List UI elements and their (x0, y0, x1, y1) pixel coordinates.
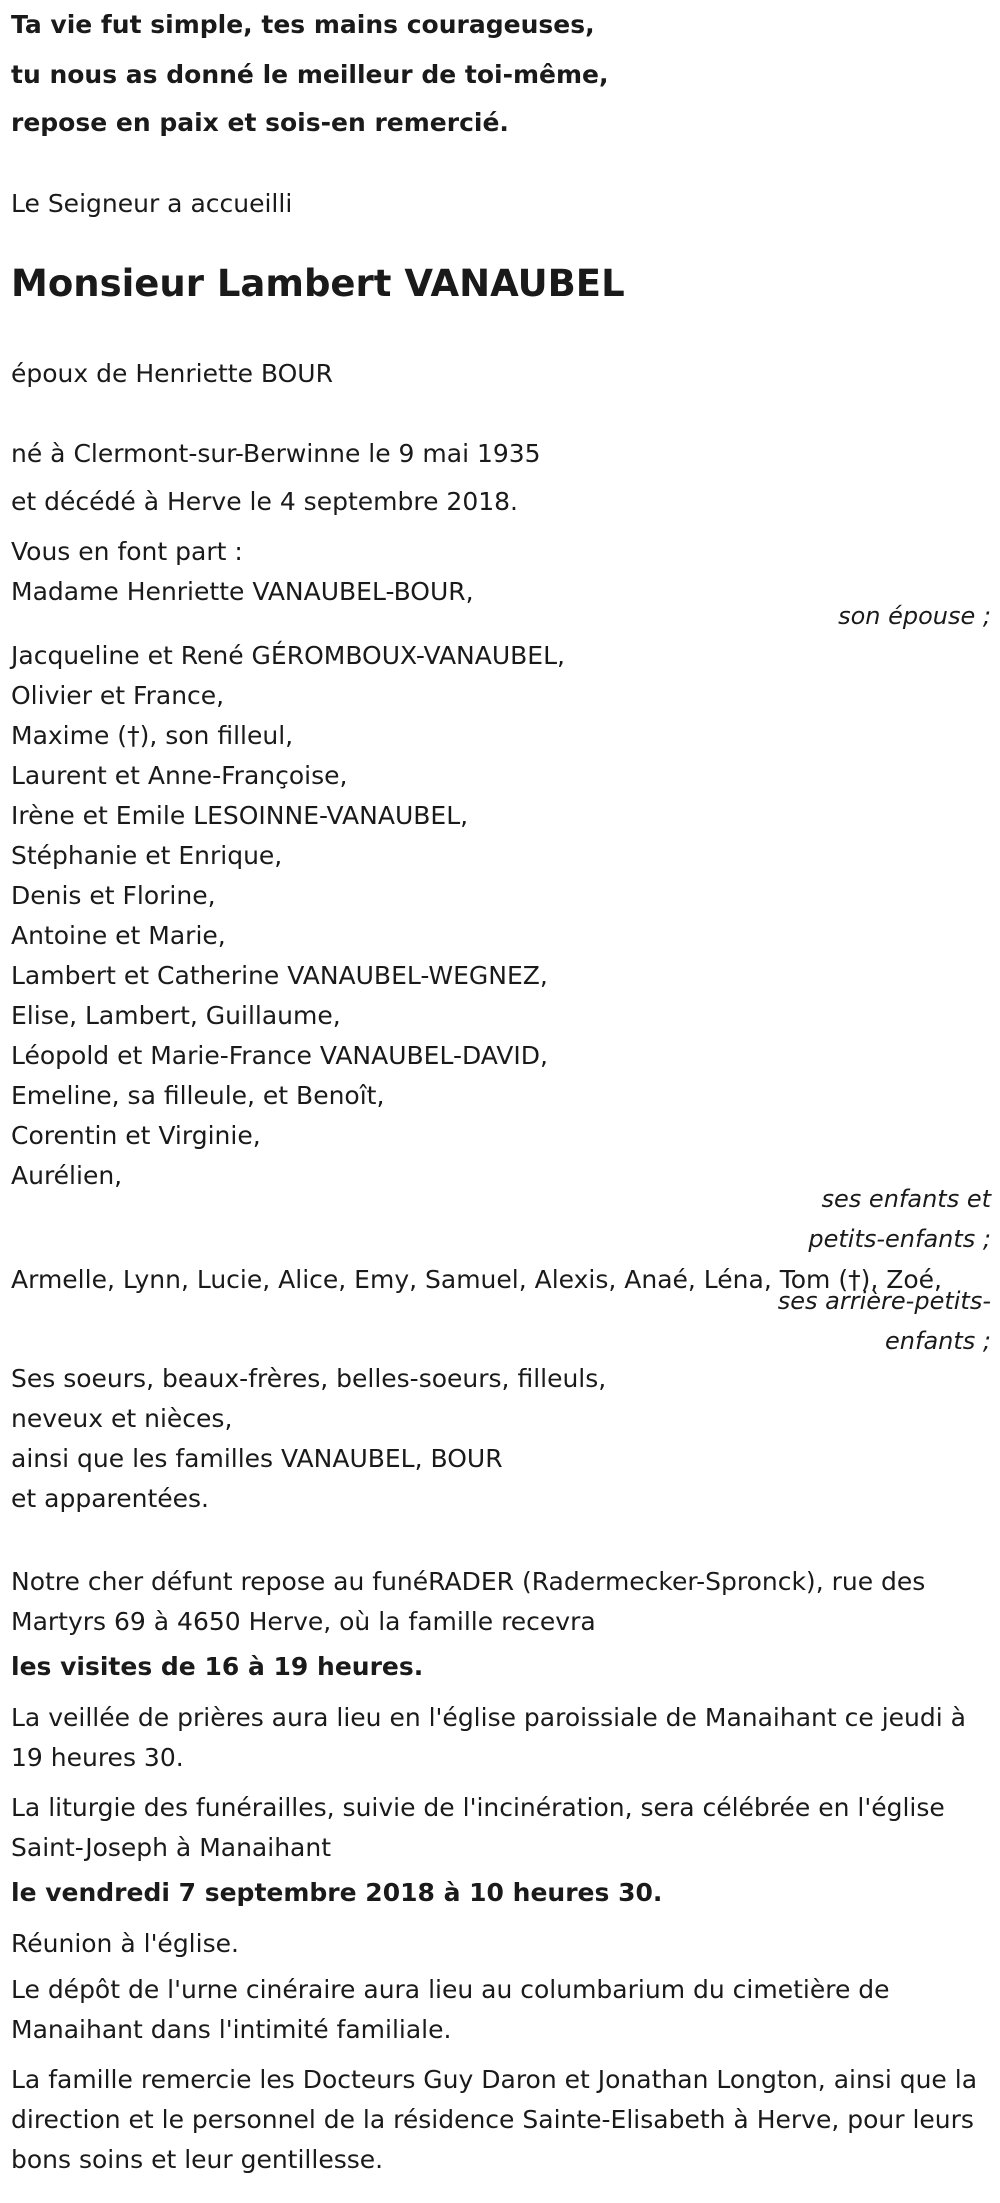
spouse-relation: son épouse ; (838, 602, 991, 630)
death-line: et décédé à Herve le 4 septembre 2018. (11, 487, 518, 516)
poem-line-1: Ta vie fut simple, tes mains courageuses, (11, 10, 595, 39)
children-relation: ses enfants et (821, 1185, 991, 1213)
poem-line-2: tu nous as donné le meilleur de toi-même, (11, 60, 609, 89)
family-line: neveux et nièces, (11, 1404, 233, 1433)
spouse-line: époux de Henriette BOUR (11, 359, 333, 388)
poem-line-3: repose en paix et sois-en remercié. (11, 108, 509, 137)
great-grandchildren-relation: enfants ; (885, 1327, 991, 1355)
birth-line: né à Clermont-sur-Berwinne le 9 mai 1935 (11, 439, 541, 468)
child-line: Irène et Emile LESOINNE-VANAUBEL, (11, 801, 469, 830)
children-relation: petits-enfants ; (808, 1225, 991, 1253)
child-line: Elise, Lambert, Guillaume, (11, 1001, 341, 1030)
ceremony-date: le vendredi 7 septembre 2018 à 10 heures 30. (11, 1878, 663, 1907)
child-line: Léopold et Marie-France VANAUBEL-DAVID, (11, 1041, 548, 1070)
deceased-name: Monsieur Lambert VANAUBEL (11, 262, 625, 305)
family-line: et apparentées. (11, 1484, 209, 1513)
child-line: Aurélien, (11, 1161, 123, 1190)
intro-text: Le Seigneur a accueilli (11, 189, 293, 218)
child-line: Denis et Florine, (11, 881, 216, 910)
child-line: Corentin et Virginie, (11, 1121, 261, 1150)
spouse-name: Madame Henriette VANAUBEL-BOUR, (11, 577, 474, 606)
child-line: Maxime (†), son filleul, (11, 721, 294, 750)
child-line: Laurent et Anne-Françoise, (11, 761, 348, 790)
family-line: Ses soeurs, beaux-frères, belles-soeurs, filleuls, (11, 1364, 607, 1393)
announce-text: Vous en font part : (11, 537, 243, 566)
child-line: Antoine et Marie, (11, 921, 226, 950)
liturgy-text: La liturgie des funérailles, suivie de l'incinération, sera célébrée en l'église Saint-Joseph à Manaihant (11, 1793, 945, 1862)
child-line: Stéphanie et Enrique, (11, 841, 283, 870)
vigil-text: La veillée de prières aura lieu en l'église paroissiale de Manaihant ce jeudi à 19 heures 30. (11, 1703, 966, 1772)
family-line: ainsi que les familles VANAUBEL, BOUR (11, 1444, 503, 1473)
child-line: Emeline, sa filleule, et Benoît, (11, 1081, 385, 1110)
child-line: Jacqueline et René GÉROMBOUX-VANAUBEL, (11, 641, 565, 670)
visits-text: les visites de 16 à 19 heures. (11, 1652, 424, 1681)
child-line: Lambert et Catherine VANAUBEL-WEGNEZ, (11, 961, 548, 990)
thanks-text: La famille remercie les Docteurs Guy Daron et Jonathan Longton, ainsi que la direction et le personnel de la résidence Sainte-Elisabeth à Herve, pour leurs bons soins et leur gentillesse. (11, 2065, 978, 2174)
urn-text: Le dépôt de l'urne cinéraire aura lieu au columbarium du cimetière de Manaihant dans l'intimité familiale. (11, 1975, 890, 2044)
great-grandchildren-relation: ses arrière-petits- (777, 1287, 991, 1315)
repose-text: Notre cher défunt repose au funéRADER (Radermecker-Spronck), rue des Martyrs 69 à 4650 Herve, où la famille recevra (11, 1567, 926, 1636)
great-grandchildren-line: Armelle, Lynn, Lucie, Alice, Emy, Samuel, Alexis, Anaé, Léna, Tom (†), Zoé, (11, 1265, 942, 1294)
child-line: Olivier et France, (11, 681, 225, 710)
meeting-text: Réunion à l'église. (11, 1929, 239, 1958)
